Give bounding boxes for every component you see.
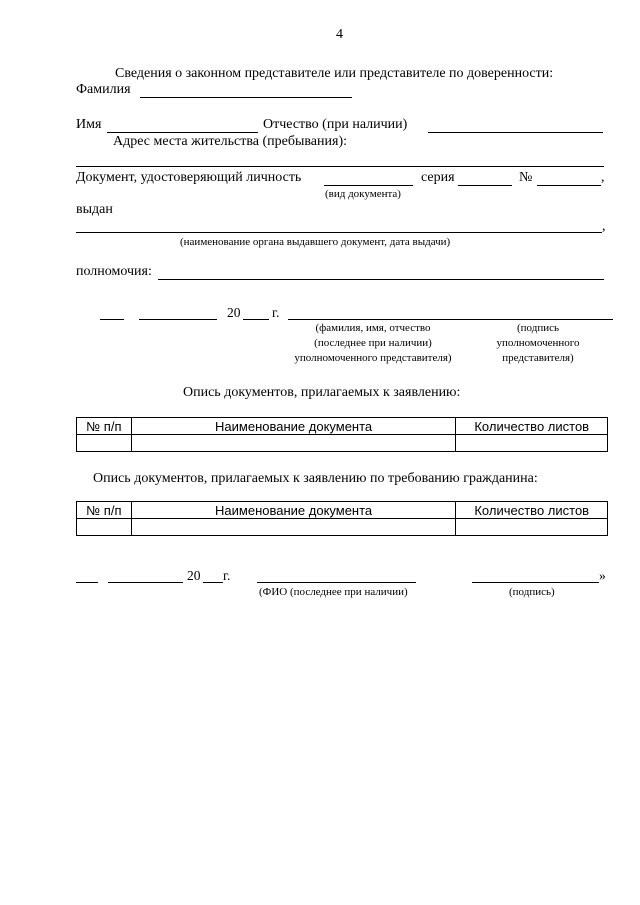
surname-label: Фамилия xyxy=(76,82,131,97)
address-label: Адрес места жительства (пребывания): xyxy=(113,134,348,149)
inventory-on-request-table xyxy=(76,501,608,536)
table-cell[interactable] xyxy=(77,435,132,452)
patronymic-label: Отчество (при наличии) xyxy=(263,117,408,132)
closing-quote: » xyxy=(599,568,606,583)
year-field[interactable] xyxy=(243,319,269,320)
surname-field[interactable] xyxy=(140,97,352,98)
id-document-label: Документ, удостоверяющий личность xyxy=(76,170,302,185)
patronymic-field[interactable] xyxy=(428,132,603,133)
document-type-caption: (вид документа) xyxy=(325,188,401,200)
powers-label: полномочия: xyxy=(76,264,152,279)
inventory-table xyxy=(76,417,608,452)
address-field[interactable] xyxy=(76,166,604,167)
table-cell[interactable] xyxy=(456,435,608,452)
footer-month-field[interactable] xyxy=(108,582,183,583)
issuer-caption: (наименование органа выдавшего документ, дата выдачи) xyxy=(180,236,451,248)
footer-year-prefix: 20 xyxy=(187,568,201,583)
table-header-row xyxy=(77,418,608,435)
footer-signature-field[interactable] xyxy=(472,582,599,583)
representative-heading: Сведения о законном представителе или представителе по доверенности: xyxy=(115,66,554,81)
representative-signature-caption: (подпись уполномоченного представителя) xyxy=(496,322,580,364)
representative-name-signature-field[interactable] xyxy=(288,319,613,320)
powers-field[interactable] xyxy=(158,279,604,280)
footer-fio-caption: (ФИО (последнее при наличии) xyxy=(259,586,408,598)
day-field[interactable] xyxy=(100,319,124,320)
table-header-row xyxy=(77,502,608,519)
number-field[interactable] xyxy=(537,185,601,186)
issued-label: выдан xyxy=(76,202,113,217)
column-header-document: Наименование документа xyxy=(131,502,456,519)
page-number: 4 xyxy=(336,27,343,42)
comma: , xyxy=(601,170,605,185)
column-header-sheets: Количество листов xyxy=(456,418,608,435)
table-cell[interactable] xyxy=(131,435,456,452)
table-row xyxy=(77,519,608,536)
footer-year-suffix: г. xyxy=(223,568,231,583)
footer-fio-field[interactable] xyxy=(257,582,416,583)
representative-name-caption: (фамилия, имя, отчество (последнее при наличии) уполномоченного представителя) xyxy=(294,322,452,364)
table-cell[interactable] xyxy=(77,519,132,536)
year-prefix: 20 xyxy=(227,305,241,320)
inventory-on-request-title: Опись документов, прилагаемых к заявлению по требованию гражданина: xyxy=(93,471,538,486)
name-field[interactable] xyxy=(107,132,258,133)
id-document-type-field[interactable] xyxy=(324,185,413,186)
table-cell[interactable] xyxy=(131,519,456,536)
month-field[interactable] xyxy=(139,319,217,320)
column-header-number: № п/п xyxy=(77,502,132,519)
table-row xyxy=(77,435,608,452)
comma: , xyxy=(602,219,606,234)
column-header-sheets: Количество листов xyxy=(456,502,608,519)
column-header-number: № п/п xyxy=(77,418,132,435)
footer-signature-caption: (подпись) xyxy=(509,586,555,598)
series-label: серия xyxy=(421,170,455,185)
inventory-title: Опись документов, прилагаемых к заявлению: xyxy=(183,385,461,400)
column-header-document: Наименование документа xyxy=(131,418,456,435)
series-field[interactable] xyxy=(458,185,512,186)
name-label: Имя xyxy=(76,117,102,132)
footer-year-field[interactable] xyxy=(203,582,223,583)
footer-day-field[interactable] xyxy=(76,582,98,583)
year-suffix: г. xyxy=(272,305,280,320)
number-label: № xyxy=(519,170,533,185)
issued-by-field[interactable] xyxy=(76,232,602,233)
table-cell[interactable] xyxy=(456,519,608,536)
